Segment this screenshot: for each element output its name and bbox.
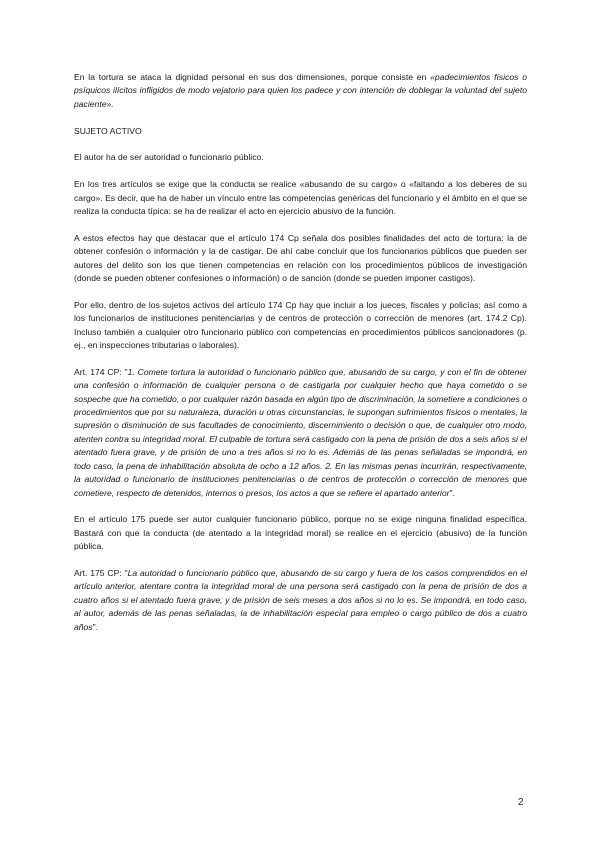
- paragraph-author: El autor ha de ser autoridad o funcionario público.: [74, 152, 264, 163]
- intro-quote: «padecimientos físicos o psíquicos ilícitos infligidos de modo vejatorio para quien los padece y con intención de doblegar la voluntad del sujeto paciente».: [74, 72, 527, 109]
- article-174-close: ".: [449, 487, 455, 498]
- paragraph-sujetos: Por ello, dentro de los sujetos activos del artículo 174 Cp hay que incluir a los jueces, fiscales y policías; así como a los funcionarios de instituciones penitenciarias y de centros de protección o corrección de menores (art. 174.2 Cp). Incluso también a cualquier otro funcionario público con competencias en procedimientos públicos sancionadores (p. ej., en inspecciones tributarias o laborales).: [74, 299, 527, 351]
- intro-lead: En la tortura se ataca la dignidad personal en sus dos dimensiones, porque consiste en: [74, 72, 431, 82]
- article-175-quote: [74, 567, 527, 634]
- paragraph-finalidades: A estos efectos hay que destacar que el artículo 174 Cp señala dos posibles finalidades del acto de tortura: la de obtener confesión o información y la de castigar. De ahí cabe concluir que los funcionarios públicos que pueden ser autores del delito son los que tienen competencias en relación con los procedimientos públicos de investigación (donde se pueden obtener confesiones o información) o de sanción (donde se pueden imponer castigos).: [74, 232, 527, 284]
- article-175-close: ".: [92, 621, 99, 632]
- paragraph-articulo-175: En el artículo 175 puede ser autor cualquier funcionario público, porque no se exige ninguna finalidad específica. Bastará con que la conducta (de atentado a la integridad moral) se realice en el ejercicio (abusivo) de la función pública.: [74, 514, 527, 552]
- paragraph-cargo: En los tres artículos se exige que la conducta se realice «abusando de su cargo» o «faltando a los deberes de su cargo». Es decir, que ha de haber un vínculo entre las competencias genéricas del funcionario y el ámbito en el que se realiza la conducta típica: se ha de realizar el acto en ejercicio abusivo de la función.: [74, 179, 527, 217]
- article-174-label: Art. 174 CP: ": [74, 366, 128, 377]
- article-174-text: 1. Comete tortura la autoridad o funcionario público que, abusando de su cargo, y con el fin de obtener una confesión o información de cualquier persona o de castigarla por cualquier hecho que haya cometido o se sospeche que ha cometido, o por cualquier razón basada en algún tipo de discriminación, la sometiere a condiciones o procedimientos que por su naturaleza, duración u otras circunstancias, le supongan sufrimientos físicos o mentales, la supresión o disminución de sus facultades de conocimiento, discernimiento o decisión o que, de cualquier otro modo, atenten contra su integridad moral. El culpable de tortura será castigado con la pena de prisión de dos a seis años si el atentado fuera grave, y de prisión de uno a tres años si no lo es. Además de las penas señaladas se impondrá, en todo caso, la pena de inhabilitación absoluta de ocho a 12 años. 2. En las mismas penas incurrirán, respectivamente, la autoridad o funcionario de instituciones penitenciarias o de centros de protección o corrección de menores que cometiere, respecto de detenidos, internos o presos, los actos a que se refiere el apartado anterior: [74, 366, 527, 498]
- page-number: 2: [518, 797, 524, 808]
- section-heading: SUJETO ACTIVO: [74, 125, 142, 136]
- article-175-text: La autoridad o funcionario público que, abusando de su cargo y fuera de los casos comprendidos en el artículo anterior, atentare contra la integridad moral de una persona será castigado con la pena de prisión de dos a cuatro años si el atentado fuera grave, y de prisión de seis meses a dos años si no lo es. Se impondrá, en todo caso, al autor, además de las penas señaladas, la de inhabilitación especial para empleo o cargo público de dos a cuatro años: [74, 567, 528, 632]
- article-175-label: Art. 175 CP: ": [74, 567, 128, 578]
- intro-paragraph: [74, 71, 527, 111]
- document-body: [74, 71, 527, 647]
- article-174-quote: [74, 366, 527, 500]
